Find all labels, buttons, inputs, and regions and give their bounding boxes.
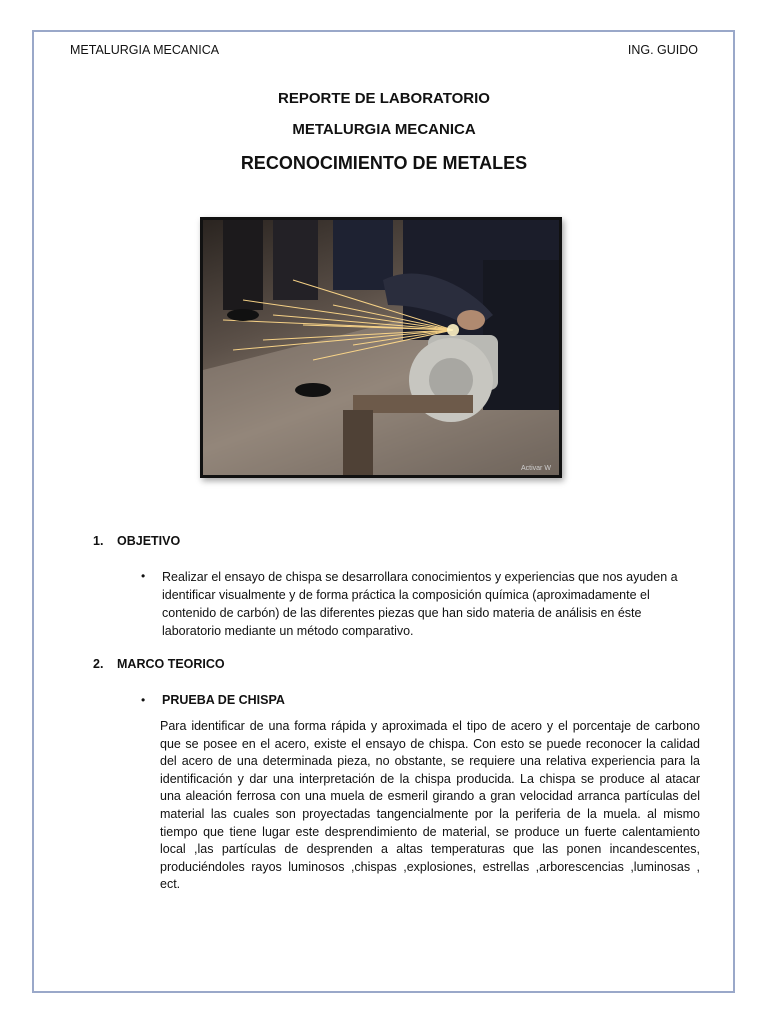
bullet-icon: •	[141, 693, 146, 707]
text-line: una aleación ferrosa con una muela de esmeril girando a gran velocidad arranca partículas del	[160, 789, 700, 804]
text-line: Realizar el ensayo de chispa se desarrollara conocimientos y experiencias que nos ayuden a	[162, 570, 678, 584]
text-line: identificar visualmente y de forma práctica la composición química (aproximadamente el	[162, 588, 650, 602]
section-objetivo-heading	[93, 534, 180, 548]
text-line: produciéndoles rayos luminosos ,chispas ,explosiones, estrellas ,arborescencias ,luminosas ,	[160, 859, 700, 874]
objetivo-text	[162, 568, 707, 640]
text-line: laboratorio mediante un método comparativo.	[162, 624, 414, 638]
section-title: MARCO TEORICO	[117, 657, 225, 671]
section-number: 2.	[93, 657, 104, 671]
section-marco-teorico-heading	[93, 657, 225, 671]
bullet-icon: •	[141, 569, 146, 583]
photo-illustration	[203, 220, 559, 475]
text-line: material las cuales son proyectadas tangencialmente por la periferia de la muela. al mismo	[160, 806, 700, 821]
prueba-de-chispa-subtitle: PRUEBA DE CHISPA	[162, 693, 285, 707]
text-line: identificación y dar una interpretación de la chispa producida. La chispa se produce al atacar	[160, 771, 700, 786]
photo-watermark: Activar W	[521, 465, 551, 472]
text-line: local ,las partículas de desprenden a altas temperaturas que las ponen incandescentes,	[160, 842, 700, 857]
grinding-spark-photo	[200, 217, 562, 478]
course-title: METALURGIA MECANICA	[292, 121, 476, 138]
section-number: 1.	[93, 534, 104, 548]
prueba-de-chispa-paragraph	[160, 718, 700, 894]
text-line: del acero de una determinada pieza, no obstante, se requiere una relativa experiencia para la	[160, 754, 700, 769]
header-left: METALURGIA MECANICA	[70, 43, 220, 57]
text-line: contenido de carbón) de las diferentes piezas que han sido materia de análisis en éste	[162, 606, 642, 620]
section-title: OBJETIVO	[117, 534, 181, 548]
text-line: que se posee en el acero, existe el ensayo de chispa. Con esto se puede reconocer la calidad	[160, 736, 700, 751]
text-line: tiempo que tiene lugar este desprendimiento de material, se produce un fuerte calentamiento	[160, 824, 700, 839]
text-line: ect.	[160, 877, 181, 892]
main-title: RECONOCIMIENTO DE METALES	[240, 153, 528, 173]
header-right: ING. GUIDO	[627, 43, 698, 57]
report-title: REPORTE DE LABORATORIO	[278, 90, 490, 107]
text-line: Para identificar de una forma rápida y aproximada el tipo de acero y el porcentaje de carbono	[160, 719, 700, 733]
